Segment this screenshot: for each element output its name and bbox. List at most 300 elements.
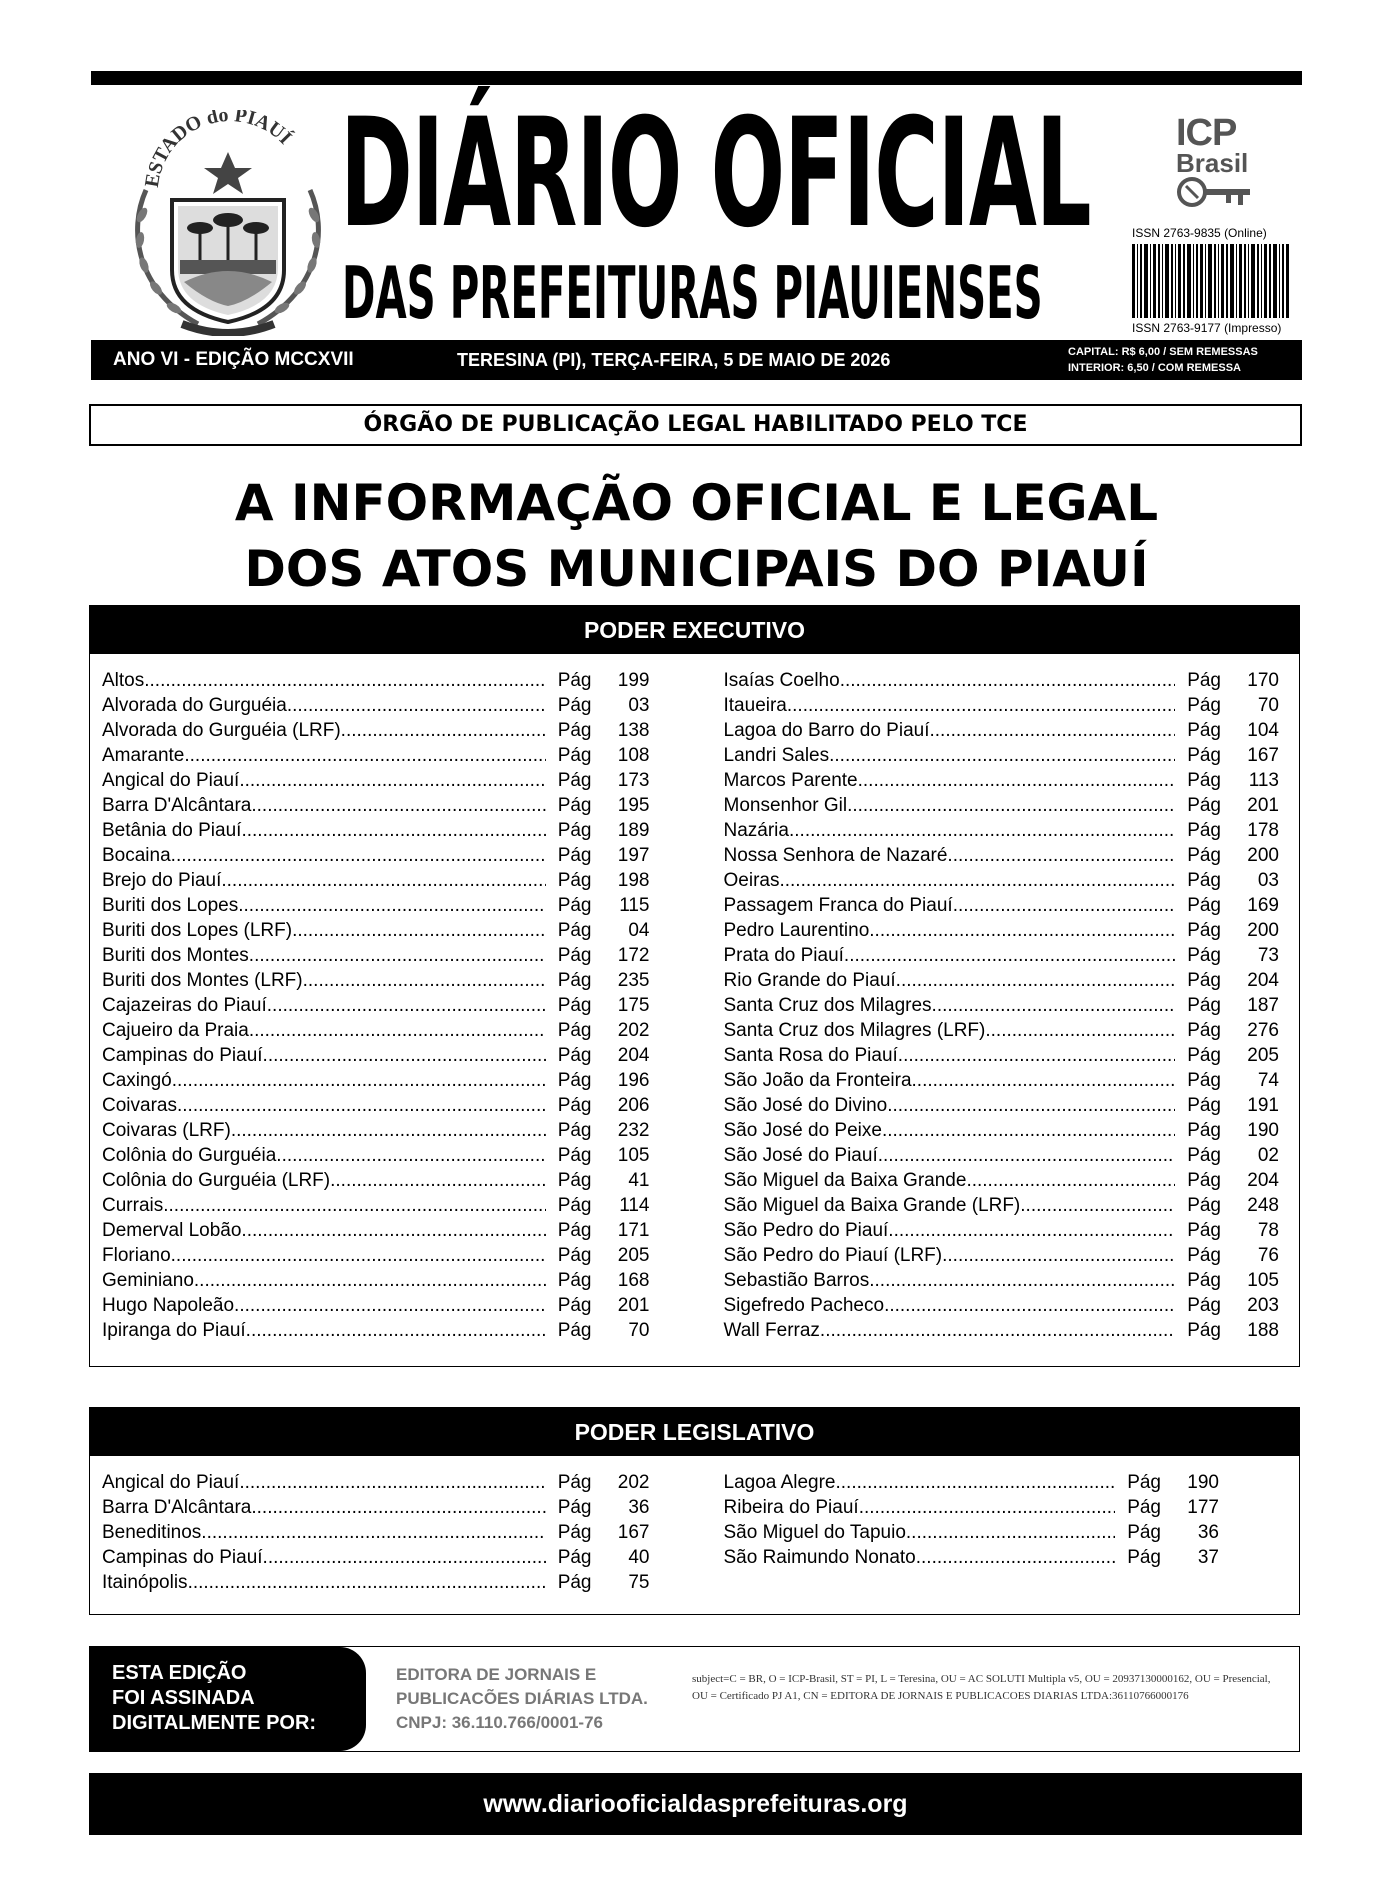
page-label: Pág — [557, 1145, 592, 1166]
page-label: Pág — [1187, 1270, 1221, 1291]
edition-bar — [91, 340, 1302, 380]
index-entry[interactable] — [724, 768, 1280, 793]
price-capital: CAPITAL: R$ 6,00 / SEM REMESSAS — [1068, 346, 1258, 358]
leader-dots — [171, 1243, 546, 1268]
leader-dots — [966, 1168, 1175, 1193]
svg-text:ESTADO do PIAUÍ: ESTADO do PIAUÍ — [140, 110, 296, 189]
leader-dots — [869, 918, 1175, 943]
index-entry[interactable] — [102, 1293, 650, 1318]
signer-line2: PUBLICACÕES DIÁRIAS LTDA. — [396, 1689, 648, 1708]
page-label: Pág — [557, 1070, 592, 1091]
index-entry[interactable] — [102, 718, 650, 743]
masthead-subtitle: DAS PREFEITURAS PIAUIENSES — [342, 251, 1043, 335]
top-rule — [91, 71, 1302, 85]
index-entry[interactable] — [724, 943, 1280, 968]
page-number: 41 — [628, 1170, 650, 1191]
leader-dots — [789, 818, 1175, 843]
index-entry[interactable] — [724, 693, 1280, 718]
leader-dots — [171, 843, 546, 868]
page-number: 36 — [1197, 1522, 1219, 1543]
page-label: Pág — [557, 1045, 592, 1066]
index-entry[interactable] — [724, 918, 1280, 943]
page-label: Pág — [557, 870, 592, 891]
icp-logo-line2: Brasil — [1176, 148, 1249, 178]
headline-line1: A INFORMAÇÃO OFICIAL E LEGAL — [234, 474, 1159, 532]
index-entry[interactable] — [724, 843, 1280, 868]
municipality-name: Isaías Coelho — [723, 670, 840, 691]
page-label: Pág — [557, 1195, 592, 1216]
page-number: 203 — [1247, 1295, 1279, 1316]
price-interior: INTERIOR: 6,50 / COM REMESSA — [1068, 362, 1241, 374]
municipality-name: Itainópolis — [102, 1572, 188, 1593]
page-label: Pág — [557, 895, 592, 916]
page-label: Pág — [557, 1547, 592, 1568]
leader-dots — [249, 1018, 546, 1043]
page-label: Pág — [1187, 1295, 1221, 1316]
page-label: Pág — [1187, 870, 1221, 891]
page-number: 187 — [1247, 995, 1279, 1016]
signer-cnpj: CNPJ: 36.110.766/0001-76 — [396, 1713, 603, 1732]
page-label: Pág — [557, 1522, 592, 1543]
page-label: Pág — [557, 995, 592, 1016]
page-number: 170 — [1247, 670, 1279, 691]
page-number: 200 — [1247, 920, 1279, 941]
page-number: 204 — [1247, 1170, 1279, 1191]
municipality-name: São José do Peixe — [723, 1120, 882, 1141]
municipality-name: Sebastião Barros — [723, 1270, 870, 1291]
page-label: Pág — [1187, 1195, 1221, 1216]
signer-editora — [396, 1663, 648, 1735]
municipality-name: Sigefredo Pacheco — [723, 1295, 885, 1316]
page-number: 204 — [617, 1045, 650, 1066]
leader-dots — [221, 868, 545, 893]
index-entry[interactable] — [102, 1570, 650, 1595]
leader-dots — [188, 1570, 546, 1595]
index-entry[interactable] — [102, 1268, 650, 1293]
leader-dots — [287, 693, 546, 718]
page-number: 76 — [1257, 1245, 1279, 1266]
page-label: Pág — [1187, 1170, 1221, 1191]
index-entry[interactable] — [102, 1193, 650, 1218]
website-link[interactable]: www.diariooficialdasprefeituras.org — [89, 1773, 1302, 1835]
page-number: 201 — [617, 1295, 650, 1316]
leader-dots — [787, 693, 1175, 718]
page-number: 173 — [617, 770, 650, 791]
page-label: Pág — [1127, 1522, 1161, 1543]
index-entry[interactable] — [724, 1118, 1280, 1143]
leader-dots — [201, 1520, 545, 1545]
index-entry[interactable] — [102, 1093, 650, 1118]
leader-dots — [246, 1318, 546, 1343]
municipality-name: Buriti dos Lopes (LRF) — [102, 920, 293, 941]
page-label: Pág — [1127, 1497, 1161, 1518]
page-number: 201 — [1247, 795, 1279, 816]
icp-logo-line1: ICP — [1176, 112, 1237, 154]
page-number: 205 — [1247, 1045, 1279, 1066]
page-label: Pág — [557, 1220, 592, 1241]
page-label: Pág — [557, 745, 592, 766]
index-entry[interactable] — [102, 1043, 650, 1068]
signature-label-line1: ESTA EDIÇÃO — [112, 1662, 247, 1684]
page-label: Pág — [1187, 895, 1221, 916]
page-label: Pág — [557, 795, 592, 816]
page-number: 177 — [1187, 1497, 1219, 1518]
index-entry[interactable] — [724, 1068, 1280, 1093]
leader-dots — [906, 1520, 1115, 1545]
page-label: Pág — [557, 1270, 592, 1291]
executivo-right-column — [694, 668, 1286, 1343]
index-entry[interactable] — [102, 868, 650, 893]
page-label: Pág — [1187, 995, 1221, 1016]
index-entry[interactable] — [102, 993, 650, 1018]
municipality-name: Pedro Laurentino — [723, 920, 870, 941]
page-label: Pág — [1187, 820, 1221, 841]
leader-dots — [303, 968, 546, 993]
municipality-name: Landri Sales — [723, 745, 830, 766]
municipality-name: Barra D'Alcântara — [102, 1497, 252, 1518]
index-entry[interactable] — [724, 968, 1280, 993]
municipality-name: Marcos Parente — [723, 770, 858, 791]
page-label: Pág — [557, 970, 592, 991]
municipality-name: Oeiras — [723, 870, 780, 891]
page-label: Pág — [557, 1472, 592, 1493]
leader-dots — [859, 1495, 1115, 1520]
page-number: 200 — [1247, 845, 1279, 866]
page-label: Pág — [557, 1497, 592, 1518]
leader-dots — [858, 768, 1175, 793]
page-number: 171 — [617, 1220, 650, 1241]
page-number: 248 — [1247, 1195, 1279, 1216]
index-entry[interactable] — [102, 893, 650, 918]
municipality-name: São José do Piauí — [723, 1145, 878, 1166]
index-entry[interactable] — [724, 818, 1280, 843]
page-number: 189 — [617, 820, 650, 841]
certificate-subject: subject=C = BR, O = ICP-Brasil, ST = PI, L = Teresina, OU = AC SOLUTI Multipla v5, OU = 20937130000162, OU = Presencial, OU = Certificado PJ A1, CN = EDITORA DE JORNAIS E PUBLICACOES DIARIAS LTDA:36110766000176 — [692, 1673, 1271, 1702]
page-number: 202 — [617, 1472, 650, 1493]
municipality-name: Altos — [102, 670, 145, 691]
page-label: Pág — [1187, 695, 1221, 716]
index-entry[interactable] — [724, 1318, 1280, 1343]
state-coat-of-arms-icon — [128, 110, 328, 336]
index-entry[interactable] — [102, 1018, 650, 1043]
municipality-name: Santa Rosa do Piauí — [723, 1045, 898, 1066]
page-number: 70 — [628, 1320, 650, 1341]
municipality-name: Passagem Franca do Piauí — [723, 895, 953, 916]
municipality-name: Cajazeiras do Piauí — [102, 995, 267, 1016]
orgao-banner: ÓRGÃO DE PUBLICAÇÃO LEGAL HABILITADO PELO TCE — [89, 404, 1302, 446]
signature-label-line3: DIGITALMENTE POR: — [112, 1712, 317, 1734]
headline — [91, 470, 1302, 602]
leader-dots — [953, 893, 1175, 918]
issn-online: ISSN 2763-9835 (Online) — [1132, 226, 1267, 240]
index-entry[interactable] — [102, 918, 650, 943]
municipality-name: Coivaras — [102, 1095, 177, 1116]
municipality-name: Santa Cruz dos Milagres — [723, 995, 932, 1016]
index-entry[interactable] — [102, 1218, 650, 1243]
municipality-name: Bocaina — [102, 845, 171, 866]
page-number: 115 — [619, 895, 650, 916]
index-entry[interactable] — [102, 1495, 650, 1520]
leader-dots — [172, 1068, 546, 1093]
index-entry[interactable] — [102, 1118, 650, 1143]
leader-dots — [251, 793, 545, 818]
leader-dots — [1020, 1193, 1175, 1218]
index-entry[interactable] — [724, 1520, 1220, 1545]
legislativo-left-column — [102, 1470, 694, 1595]
municipality-name: Geminiano — [102, 1270, 194, 1291]
leader-dots — [887, 1093, 1175, 1118]
index-entry[interactable] — [102, 1470, 650, 1495]
leader-dots — [249, 943, 546, 968]
municipality-name: Santa Cruz dos Milagres (LRF) — [723, 1020, 986, 1041]
municipality-name: São José do Divino — [723, 1095, 888, 1116]
index-entry[interactable] — [724, 1293, 1280, 1318]
index-entry[interactable] — [724, 743, 1280, 768]
municipality-name: Floriano — [102, 1245, 171, 1266]
index-entry[interactable] — [724, 718, 1280, 743]
index-entry[interactable] — [102, 793, 650, 818]
page-label: Pág — [557, 945, 592, 966]
index-entry[interactable] — [724, 1218, 1280, 1243]
page-label: Pág — [1187, 945, 1221, 966]
leader-dots — [878, 1143, 1175, 1168]
municipality-name: Prata do Piauí — [723, 945, 844, 966]
page-label: Pág — [1187, 1020, 1221, 1041]
municipality-name: Barra D'Alcântara — [102, 795, 252, 816]
leader-dots — [912, 1068, 1175, 1093]
page-number: 105 — [1247, 1270, 1279, 1291]
leader-dots — [238, 893, 545, 918]
page-label: Pág — [1127, 1472, 1161, 1493]
page-number: 40 — [628, 1547, 650, 1568]
index-entry[interactable] — [102, 1243, 650, 1268]
page-number: 167 — [1247, 745, 1279, 766]
index-entry[interactable] — [724, 1193, 1280, 1218]
index-entry[interactable] — [102, 768, 650, 793]
edition-number: ANO VI - EDIÇÃO MCCXVII — [113, 349, 354, 370]
municipality-name: Cajueiro da Praia — [102, 1020, 249, 1041]
index-entry[interactable] — [724, 893, 1280, 918]
page-label: Pág — [557, 695, 592, 716]
municipality-name: Beneditinos — [102, 1522, 202, 1543]
index-entry[interactable] — [724, 668, 1280, 693]
page-number: 73 — [1257, 945, 1279, 966]
page-number: 195 — [617, 795, 650, 816]
page-number: 167 — [617, 1522, 650, 1543]
leader-dots — [884, 1293, 1175, 1318]
municipality-name: Amarante — [102, 745, 185, 766]
index-entry[interactable] — [102, 1545, 650, 1570]
edition-date: TERESINA (PI), TERÇA-FEIRA, 5 DE MAIO DE 2026 — [457, 350, 891, 370]
leader-dots — [292, 918, 545, 943]
leader-dots — [847, 793, 1175, 818]
page-label: Pág — [1127, 1547, 1161, 1568]
page-label: Pág — [1187, 795, 1221, 816]
index-entry[interactable] — [102, 943, 650, 968]
page-number: 202 — [617, 1020, 650, 1041]
municipality-name: Nossa Senhora de Nazaré — [723, 845, 948, 866]
page-label: Pág — [1187, 670, 1221, 691]
page-number: 138 — [617, 720, 650, 741]
page-label: Pág — [557, 1170, 592, 1191]
municipality-name: Ribeira do Piauí — [723, 1497, 859, 1518]
municipality-name: Alvorada do Gurguéia (LRF) — [102, 720, 341, 741]
page-number: 113 — [1248, 770, 1279, 791]
page-number: 178 — [1247, 820, 1279, 841]
municipality-name: Wall Ferraz — [723, 1320, 820, 1341]
page-label: Pág — [557, 720, 592, 741]
leader-dots — [239, 1470, 545, 1495]
page-number: 199 — [617, 670, 650, 691]
page-number: 190 — [1247, 1120, 1279, 1141]
page-label: Pág — [557, 920, 592, 941]
index-entry[interactable] — [102, 843, 650, 868]
municipality-name: Brejo do Piauí — [102, 870, 222, 891]
index-entry[interactable] — [724, 1168, 1280, 1193]
leader-dots — [341, 718, 546, 743]
signature-label-line2: FOI ASSINADA — [112, 1687, 255, 1709]
page-label: Pág — [557, 1020, 592, 1041]
page-label: Pág — [1187, 745, 1221, 766]
page-label: Pág — [557, 1120, 592, 1141]
municipality-name: Buriti dos Montes — [102, 945, 249, 966]
leader-dots — [840, 668, 1175, 693]
page-number: 74 — [1257, 1070, 1279, 1091]
municipality-name: Angical do Piauí — [102, 770, 240, 791]
leader-dots — [330, 1168, 545, 1193]
municipality-name: Campinas do Piauí — [102, 1045, 263, 1066]
page-number: 78 — [1257, 1220, 1279, 1241]
municipality-name: Campinas do Piauí — [102, 1547, 263, 1568]
municipality-name: São Miguel da Baixa Grande — [723, 1170, 967, 1191]
edition-prices — [1068, 344, 1258, 376]
page-label: Pág — [557, 670, 592, 691]
index-entry[interactable] — [724, 793, 1280, 818]
index-entry[interactable] — [724, 1143, 1280, 1168]
page-label: Pág — [1187, 845, 1221, 866]
leader-dots — [888, 1218, 1175, 1243]
leader-dots — [263, 1545, 546, 1570]
masthead-title: DIÁRIO OFICIAL — [340, 87, 1091, 261]
municipality-name: Caxingó — [102, 1070, 172, 1091]
index-entry[interactable] — [724, 1093, 1280, 1118]
page-number: 37 — [1197, 1547, 1219, 1568]
legislativo-heading: PODER LEGISLATIVO — [90, 1408, 1299, 1456]
page-number: 198 — [617, 870, 650, 891]
municipality-name: Demerval Lobão — [102, 1220, 242, 1241]
leader-dots — [836, 1470, 1116, 1495]
signature-label — [90, 1647, 366, 1751]
page-number: 204 — [1247, 970, 1279, 991]
page-number: 75 — [628, 1572, 650, 1593]
municipality-name: Buriti dos Montes (LRF) — [102, 970, 303, 991]
page-number: 232 — [617, 1120, 650, 1141]
leader-dots — [820, 1318, 1175, 1343]
leader-dots — [239, 768, 545, 793]
leader-dots — [231, 1118, 546, 1143]
municipality-name: Hugo Napoleão — [102, 1295, 235, 1316]
issn-print: ISSN 2763-9177 (Impresso) — [1132, 321, 1282, 335]
page-label: Pág — [557, 1295, 592, 1316]
municipality-name: Colônia do Gurguéia (LRF) — [102, 1170, 331, 1191]
page-number: 197 — [617, 845, 650, 866]
municipality-name: Monsenhor Gil — [723, 795, 848, 816]
page-label: Pág — [557, 1320, 592, 1341]
leader-dots — [947, 843, 1175, 868]
municipality-name: São Pedro do Piauí (LRF) — [723, 1245, 943, 1266]
page-number: 169 — [1247, 895, 1279, 916]
page-label: Pág — [1187, 1045, 1221, 1066]
index-entry[interactable] — [724, 993, 1280, 1018]
index-entry[interactable] — [102, 1168, 650, 1193]
municipality-name: Coivaras (LRF) — [102, 1120, 231, 1141]
index-entry[interactable] — [724, 1495, 1220, 1520]
page-number: 175 — [617, 995, 650, 1016]
page-number: 188 — [1247, 1320, 1279, 1341]
index-entry[interactable] — [102, 693, 650, 718]
index-entry[interactable] — [724, 1268, 1280, 1293]
index-entry[interactable] — [102, 968, 650, 993]
page-label: Pág — [1187, 720, 1221, 741]
page-label: Pág — [1187, 1220, 1221, 1241]
leader-dots — [144, 668, 545, 693]
leader-dots — [898, 1043, 1175, 1068]
municipality-name: São Miguel do Tapuio — [723, 1522, 906, 1543]
index-entry[interactable] — [102, 1520, 650, 1545]
page-label: Pág — [1187, 770, 1221, 791]
index-entry[interactable] — [102, 668, 650, 693]
municipality-name: Nazária — [723, 820, 789, 841]
index-entry[interactable] — [724, 1018, 1280, 1043]
barcode-icon — [1132, 244, 1292, 318]
index-entry[interactable] — [724, 1545, 1220, 1570]
page-label: Pág — [1187, 1120, 1221, 1141]
leader-dots — [234, 1293, 545, 1318]
legislativo-right-column — [694, 1470, 1286, 1595]
index-entry[interactable] — [724, 868, 1280, 893]
municipality-name: Angical do Piauí — [102, 1472, 240, 1493]
icp-brasil-logo — [1176, 112, 1256, 215]
page-number: 105 — [617, 1145, 650, 1166]
municipality-name: Buriti dos Lopes — [102, 895, 239, 916]
index-entry[interactable] — [102, 1143, 650, 1168]
leader-dots — [882, 1118, 1175, 1143]
page-number: 114 — [619, 1195, 650, 1216]
page-number: 276 — [1247, 1020, 1279, 1041]
index-entry[interactable] — [102, 743, 650, 768]
page-number: 172 — [617, 945, 650, 966]
index-entry[interactable] — [724, 1470, 1220, 1495]
legislativo-index — [89, 1407, 1300, 1615]
page-label: Pág — [557, 845, 592, 866]
page-label: Pág — [1187, 1245, 1221, 1266]
page-label: Pág — [557, 820, 592, 841]
index-entry[interactable] — [102, 1068, 650, 1093]
page-label: Pág — [1187, 1145, 1221, 1166]
index-entry[interactable] — [724, 1243, 1280, 1268]
index-entry[interactable] — [102, 1318, 650, 1343]
municipality-name: São Raimundo Nonato — [723, 1547, 916, 1568]
index-entry[interactable] — [102, 818, 650, 843]
leader-dots — [177, 1093, 546, 1118]
leader-dots — [184, 743, 545, 768]
index-entry[interactable] — [724, 1043, 1280, 1068]
page-number: 03 — [628, 695, 650, 716]
leader-dots — [276, 1143, 545, 1168]
municipality-name: São João da Fronteira — [723, 1070, 912, 1091]
page-number: 02 — [1257, 1145, 1279, 1166]
page-number: 196 — [617, 1070, 650, 1091]
